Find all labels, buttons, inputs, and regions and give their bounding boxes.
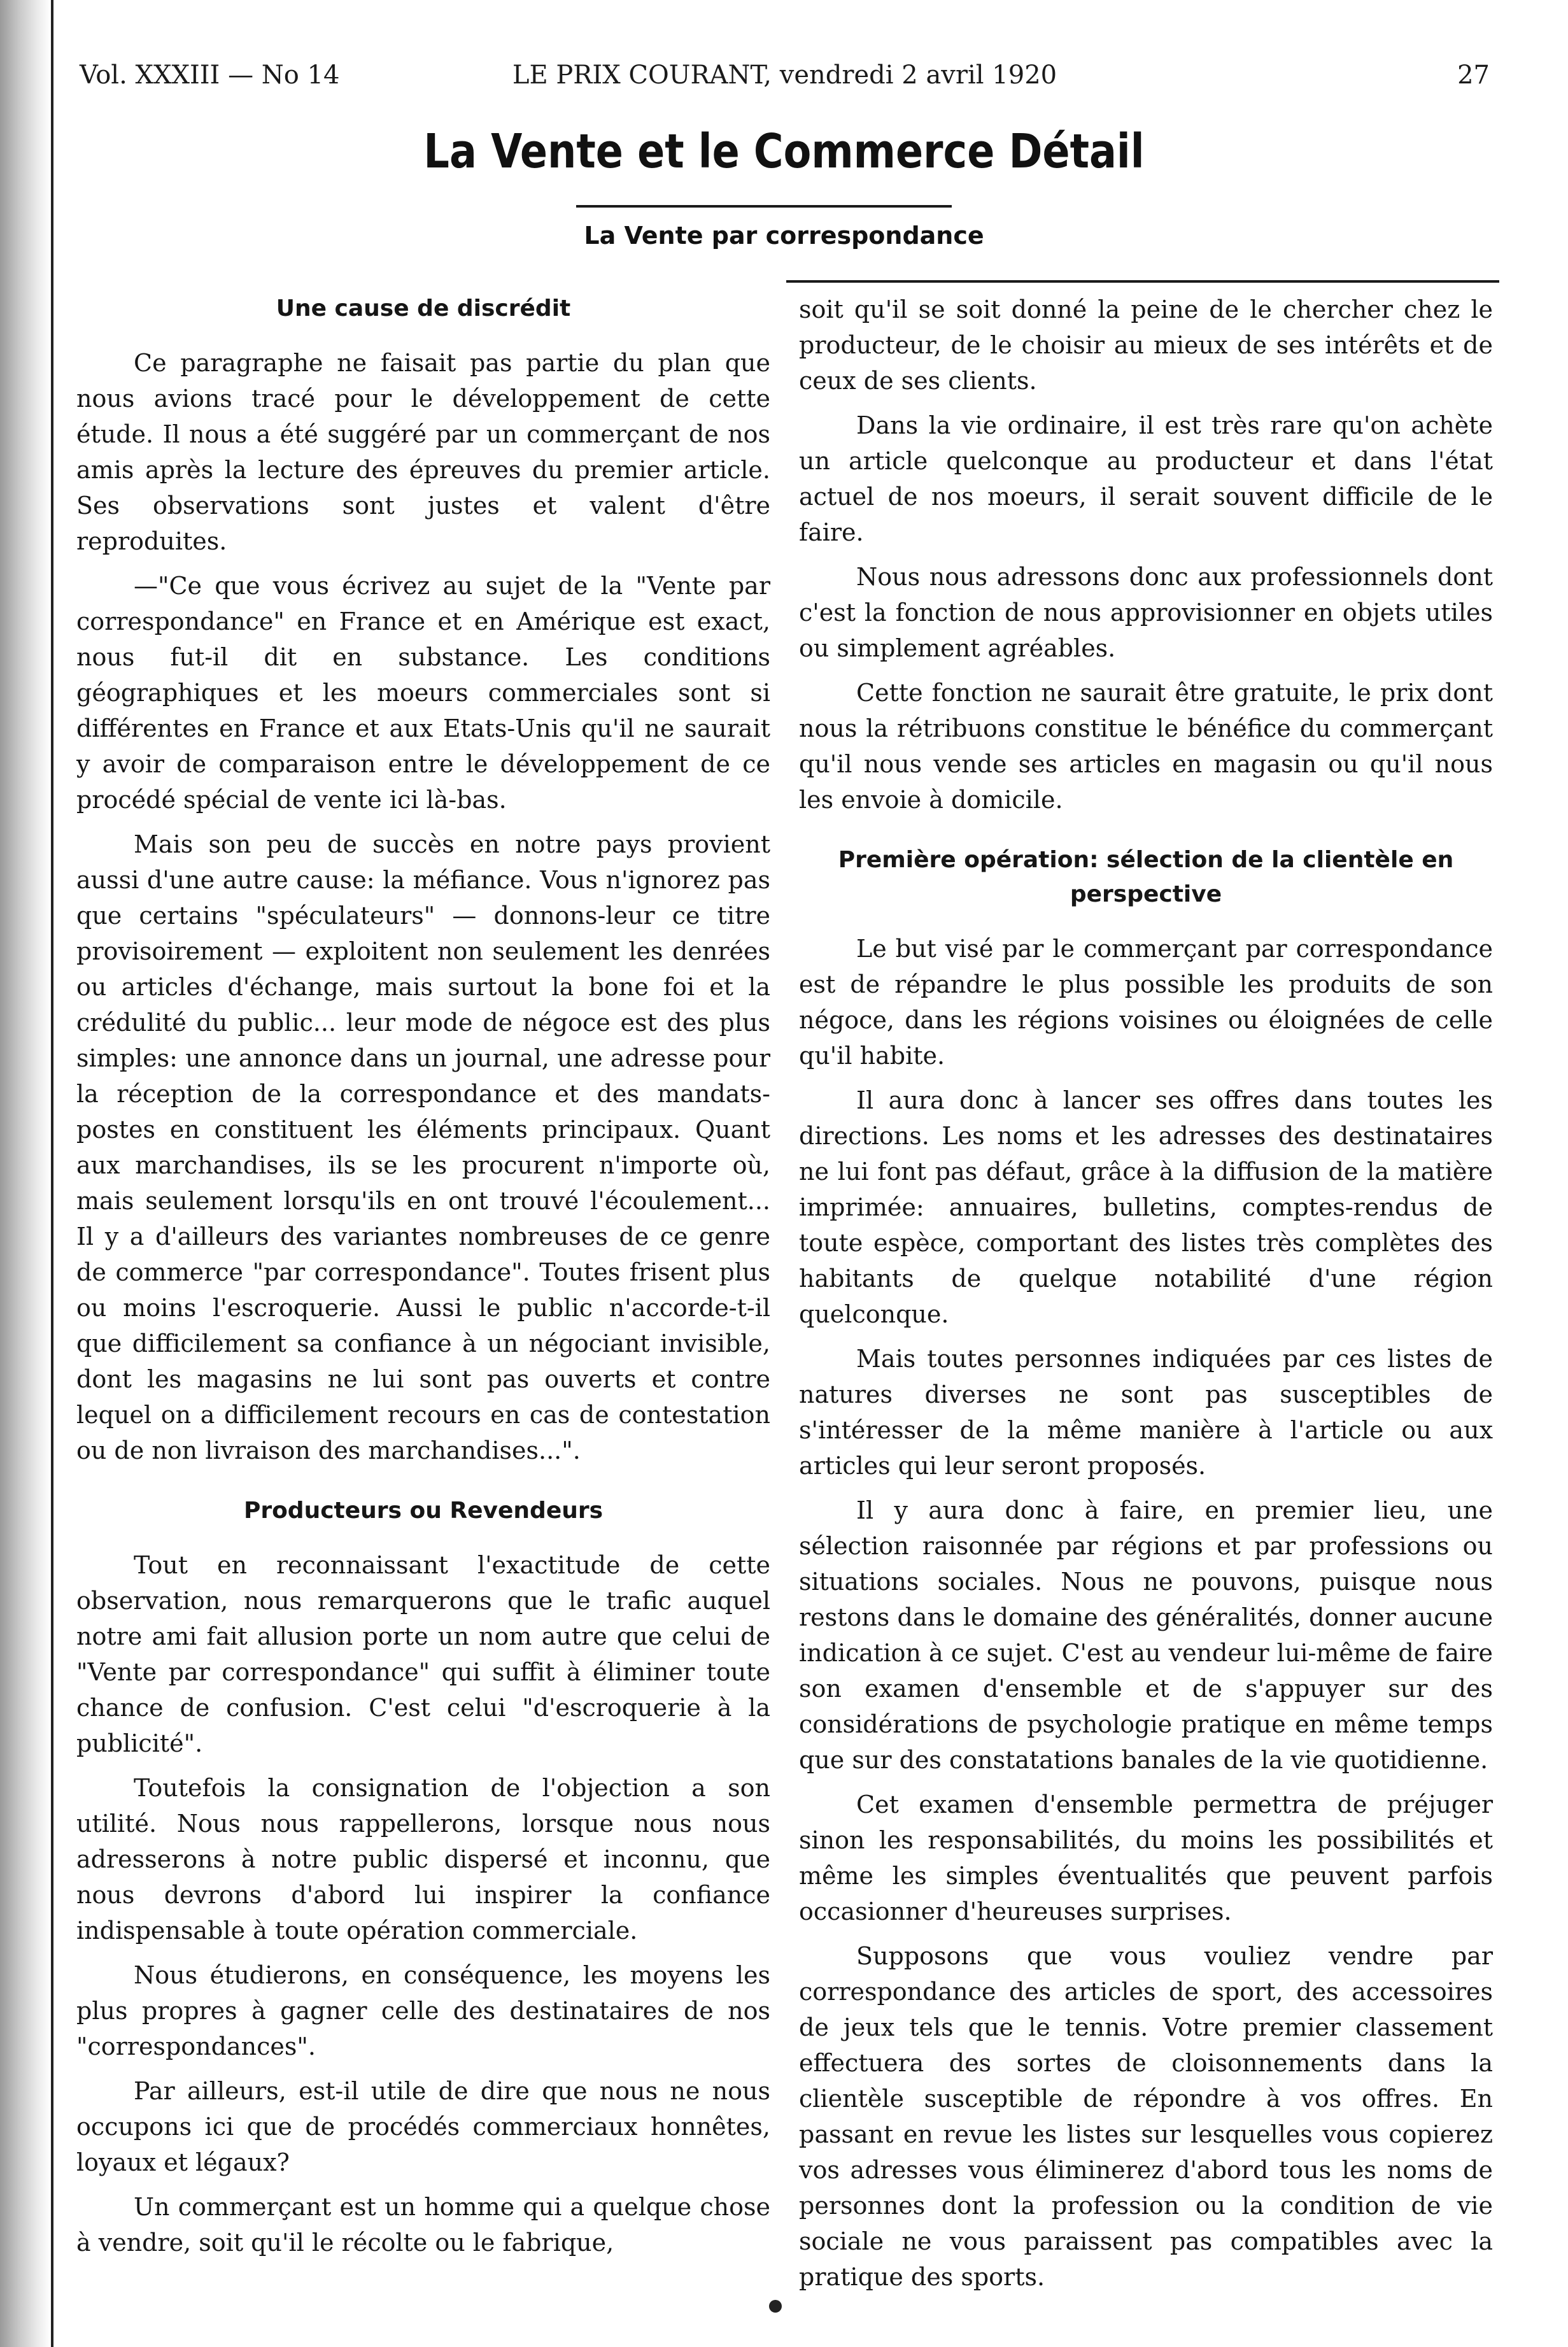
- section-heading-premiere-operation: Première opération: sélection de la clientèle en perspective: [838, 847, 1454, 907]
- paragraph: Mais toutes personnes indiquées par ces listes de natures diverses ne sont pas susceptibles de s'intéresser de la même manière à l'article ou aux articles qui leur seront proposés.: [799, 1345, 1493, 1480]
- paragraph: Toutefois la consignation de l'objection a son utilité. Nous nous rappellerons, lorsque nous nous adresserons à notre public dispersé et inconnu, que nous devrons d'abord lui inspirer la confiance indispensable à toute opération commerciale.: [76, 1774, 770, 1945]
- paragraph: Tout en reconnaissant l'exactitude de cette observation, nous remarquerons que le trafic auquel notre ami fait allusion porte un nom autre que celui de "Vente par correspondance" qui suffit à éliminer toute chance de confusion. C'est celui "d'escroquerie à la publicité".: [76, 1551, 770, 1757]
- binding-line: [51, 0, 53, 2347]
- paragraph: Le but visé par le commerçant par correspondance est de répandre le plus possible les produits de son négoce, dans les régions voisines ou éloignées de celle qu'il habite.: [799, 935, 1493, 1070]
- paragraph: Par ailleurs, est-il utile de dire que nous ne nous occupons ici que de procédés commerciaux honnêtes, loyaux et légaux?: [76, 2077, 770, 2176]
- paragraph: Ce paragraphe ne faisait pas partie du plan que nous avions tracé pour le développement de cette étude. Il nous a été suggéré par un commerçant de nos amis après la lecture des épreuves du premier article. Ses observations sont justes et valent d'être reproduites.: [76, 349, 770, 555]
- paragraph: Il y aura donc à faire, en premier lieu, une sélection raisonnée par régions et par professions ou situations sociales. Nous ne pouvons, puisque nous restons dans le domaine des généralités, donner aucune indication à ce sujet. C'est au vendeur lui-même de faire son examen d'ensemble et de s'appuyer sur des considérations de psychologie pratique en même temps que sur des constatations banales de la vie quotidienne.: [799, 1496, 1493, 1774]
- article-title: La Vente et le Commerce Détail: [423, 124, 1145, 179]
- section-heading-discredit: Une cause de discrédit: [276, 295, 571, 322]
- paragraph: Il aura donc à lancer ses offres dans toutes les directions. Les noms et les adresses des destinataires ne lui font pas défaut, grâce à la diffusion de la matière imprimée: annuaires, bulletins, comptes-rendus de toute espèce, comportant des listes très complètes des habitants de quelque notabilité d'une région quelconque.: [799, 1086, 1493, 1328]
- page-footer-dot: [769, 2300, 782, 2313]
- paragraph: Cette fonction ne saurait être gratuite, le prix dont nous la rétribuons constitue le bénéfice du commerçant qu'il nous vende ses articles en magasin ou qu'il nous les envoie à domicile.: [799, 679, 1493, 814]
- running-header: [80, 60, 1490, 111]
- page-number: 27: [1457, 60, 1490, 90]
- paragraph: Dans la vie ordinaire, il est très rare qu'on achète un article quelconque au producteur et dans l'état actuel de nos moeurs, il serait souvent difficile de le faire.: [799, 411, 1493, 546]
- paragraph: —"Ce que vous écrivez au sujet de la "Vente par correspondance" en France et en Amérique est exact, nous fut-il dit en substance. Les conditions géographiques et les moeurs commerciales sont si différentes en France et aux Etats-Unis qu'il ne saurait y avoir de comparaison entre le développement de ce procédé spécial de vente ici là-bas.: [76, 572, 770, 814]
- paragraph: Nous étudierons, en conséquence, les moyens les plus propres à gagner celle des destinataires de nos "correspondances".: [76, 1961, 770, 2060]
- publication-date: LE PRIX COURANT, vendredi 2 avril 1920: [512, 60, 1057, 90]
- title-rule: [576, 205, 952, 208]
- paragraph: Nous nous adressons donc aux professionnels dont c'est la fonction de nous approvisionner en objets utiles ou simplement agréables.: [799, 563, 1493, 662]
- volume-number: Vol. XXXIII — No 14: [80, 60, 340, 90]
- page-binding-edge: [0, 0, 51, 2347]
- right-column: [799, 292, 1493, 2304]
- paragraph: Un commerçant est un homme qui a quelque chose à vendre, soit qu'il le récolte ou le fabrique,: [76, 2193, 770, 2257]
- section-heading-producteurs: Producteurs ou Revendeurs: [243, 1498, 604, 1524]
- paragraph-continued: soit qu'il se soit donné la peine de le chercher chez le producteur, de le choisir au mieux de ses intérêts et de ceux de ses clients.: [799, 295, 1493, 395]
- paragraph: Cet examen d'ensemble permettra de préjuger sinon les responsabilités, du moins les possibilités et même les simples éventualités que peuvent parfois occasionner d'heureuses surprises.: [799, 1790, 1493, 1925]
- left-column: [76, 292, 770, 2269]
- paragraph: Mais son peu de succès en notre pays provient aussi d'une autre cause: la méfiance. Vous n'ignorez pas que certains "spéculateurs" — donnons-leur ce titre provisoirement — exploitent non seulement les denrées ou articles d'échange, mais surtout la bone foi et la crédulité du public... leur mode de négoce est des plus simples: une annonce dans un journal, une adresse pour la réception de la correspondance et des mandats-postes en constituent les éléments principaux. Quant aux marchandises, ils se les procurent n'importe où, mais seulement lorsqu'ils en ont trouvé l'écoulement... Il y a d'ailleurs des variantes nombreuses de ce genre de commerce "par correspondance". Toutes frisent plus ou moins l'escroquerie. Aussi le public n'accorde-t-il que difficilement sa confiance à un négociant invisible, dont les magasins ne lui sont pas ouverts et contre lequel on a difficilement recours en cas de contestation ou de non livraison des marchandises...".: [76, 830, 770, 1464]
- article-subtitle: La Vente par correspondance: [584, 222, 984, 250]
- subtitle-rule: [786, 280, 1499, 283]
- paragraph: Supposons que vous vouliez vendre par correspondance des articles de sport, des accessoires de jeux tels que le tennis. Votre premier classement effectuera des sortes de cloisonnements dans la clientèle susceptible de répondre à vos offres. En passant en revue les listes sur lesquelles vous copierez vos adresses vous éliminerez d'abord tous les noms de personnes dont la profession ou la condition de vie sociale ne vous paraissent pas compatibles avec la pratique des sports.: [799, 1942, 1493, 2291]
